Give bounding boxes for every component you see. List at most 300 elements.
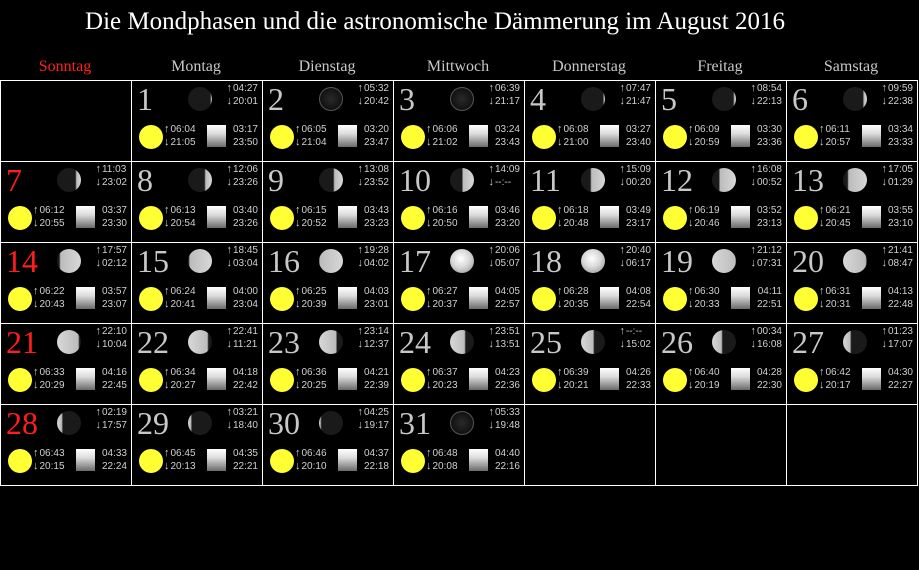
sunrise-sunset-times xyxy=(295,366,327,392)
twilight-icon xyxy=(338,125,357,147)
dusk-time: 22:42 xyxy=(232,380,258,391)
up-arrow-icon: ↑ xyxy=(357,244,363,256)
day-cell xyxy=(393,80,525,162)
moonset-time: 00:20 xyxy=(625,177,651,188)
up-arrow-icon: ↑ xyxy=(295,204,301,216)
dawn-time: 03:52 xyxy=(756,205,782,216)
sunrise-time: 06:06 xyxy=(432,124,458,135)
moon-phase-icon xyxy=(581,168,605,192)
day-cell xyxy=(393,323,525,405)
up-arrow-icon: ↑ xyxy=(95,163,101,175)
up-arrow-icon: ↑ xyxy=(357,325,363,337)
dusk-time: 22:24 xyxy=(101,461,127,472)
sunrise-time: 06:37 xyxy=(432,367,458,378)
dusk-time: 23:26 xyxy=(232,218,258,229)
up-arrow-icon: ↑ xyxy=(426,366,432,378)
sun-icon xyxy=(663,368,687,392)
moon-phase-icon xyxy=(450,330,474,354)
sun-icon xyxy=(139,449,163,473)
twilight-times xyxy=(757,285,782,311)
moon-phase-icon xyxy=(57,411,81,435)
dawn-time: 03:46 xyxy=(494,205,520,216)
moonrise-time: 04:25 xyxy=(363,407,389,418)
twilight-times xyxy=(888,123,913,149)
sunrise-sunset-times xyxy=(295,204,327,230)
dusk-time: 22:48 xyxy=(887,299,913,310)
moonrise-moonset-times xyxy=(881,325,913,351)
moonset-time: 00:52 xyxy=(756,177,782,188)
dusk-time: 22:45 xyxy=(101,380,127,391)
down-arrow-icon: ↓ xyxy=(619,176,625,188)
twilight-times xyxy=(364,447,389,473)
moonset-time: 01:29 xyxy=(887,177,913,188)
moon-phase-icon xyxy=(57,168,81,192)
day-cell xyxy=(0,242,132,324)
sunrise-time: 06:46 xyxy=(301,448,327,459)
sun-icon xyxy=(139,368,163,392)
sunset-time: 20:52 xyxy=(301,218,327,229)
twilight-times xyxy=(364,366,389,392)
up-arrow-icon: ↑ xyxy=(819,123,825,135)
moonrise-moonset-times xyxy=(619,82,651,108)
dawn-time: 03:57 xyxy=(101,286,127,297)
up-arrow-icon: ↑ xyxy=(357,163,363,175)
dawn-time: 04:28 xyxy=(756,367,782,378)
sun-icon xyxy=(270,206,294,230)
sunrise-time: 06:27 xyxy=(432,286,458,297)
day-cell xyxy=(393,161,525,243)
sunset-time: 20:08 xyxy=(432,461,458,472)
twilight-times xyxy=(495,204,520,230)
moonrise-time: 18:45 xyxy=(232,245,258,256)
moonrise-time: 22:10 xyxy=(101,326,127,337)
day-cell xyxy=(262,242,394,324)
twilight-times xyxy=(888,366,913,392)
day-number: 18 xyxy=(530,243,562,279)
day-number: 3 xyxy=(399,81,415,117)
sunrise-time: 06:22 xyxy=(39,286,65,297)
down-arrow-icon: ↓ xyxy=(357,257,363,269)
dusk-time: 22:33 xyxy=(625,380,651,391)
twilight-times xyxy=(233,204,258,230)
moonrise-moonset-times xyxy=(95,244,127,270)
day-cell xyxy=(524,161,656,243)
dusk-time: 23:50 xyxy=(232,137,258,148)
down-arrow-icon: ↓ xyxy=(881,176,887,188)
moonset-time: 22:13 xyxy=(756,96,782,107)
dusk-time: 22:21 xyxy=(232,461,258,472)
down-arrow-icon: ↓ xyxy=(226,419,232,431)
moonrise-moonset-times xyxy=(881,244,913,270)
moon-phase-icon xyxy=(319,249,343,273)
sunset-time: 20:46 xyxy=(694,218,720,229)
twilight-icon xyxy=(338,206,357,228)
sunrise-sunset-times xyxy=(426,285,458,311)
up-arrow-icon: ↑ xyxy=(33,285,39,297)
down-arrow-icon: ↓ xyxy=(619,338,625,350)
day-number: 17 xyxy=(399,243,431,279)
sunrise-sunset-times xyxy=(295,447,327,473)
weekday-label: Sonntag xyxy=(38,58,92,75)
up-arrow-icon: ↑ xyxy=(295,447,301,459)
twilight-icon xyxy=(207,287,226,309)
twilight-icon xyxy=(600,125,619,147)
twilight-times xyxy=(626,204,651,230)
twilight-icon xyxy=(76,368,95,390)
sunrise-sunset-times xyxy=(426,447,458,473)
down-arrow-icon: ↓ xyxy=(488,257,494,269)
day-cell xyxy=(655,242,787,324)
down-arrow-icon: ↓ xyxy=(95,176,101,188)
moonrise-moonset-times xyxy=(95,163,127,189)
dawn-time: 04:05 xyxy=(494,286,520,297)
moonrise-moonset-times xyxy=(357,325,389,351)
moonset-time: 19:17 xyxy=(363,420,389,431)
twilight-icon xyxy=(600,206,619,228)
weekday-label: Samstag xyxy=(823,58,879,75)
sunrise-time: 06:25 xyxy=(301,286,327,297)
moonrise-time: 06:39 xyxy=(494,83,520,94)
moonset-time: 10:04 xyxy=(101,339,127,350)
dusk-time: 23:17 xyxy=(625,218,651,229)
up-arrow-icon: ↑ xyxy=(295,366,301,378)
empty-day-cell xyxy=(524,404,656,486)
twilight-icon xyxy=(862,125,881,147)
up-arrow-icon: ↑ xyxy=(881,82,887,94)
dawn-time: 04:13 xyxy=(887,286,913,297)
sunrise-time: 06:28 xyxy=(563,286,589,297)
sunset-time: 20:23 xyxy=(432,380,458,391)
moonrise-time: 15:09 xyxy=(625,164,651,175)
sunset-time: 20:41 xyxy=(170,299,196,310)
sunset-time: 20:35 xyxy=(563,299,589,310)
down-arrow-icon: ↓ xyxy=(488,338,494,350)
moon-phase-icon xyxy=(712,249,736,273)
sunrise-time: 06:43 xyxy=(39,448,65,459)
sunrise-sunset-times xyxy=(164,204,196,230)
down-arrow-icon: ↓ xyxy=(819,298,825,310)
dawn-time: 03:43 xyxy=(363,205,389,216)
sun-icon xyxy=(532,287,556,311)
down-arrow-icon: ↓ xyxy=(226,176,232,188)
sunset-time: 20:50 xyxy=(432,218,458,229)
dawn-time: 03:20 xyxy=(363,124,389,135)
up-arrow-icon: ↑ xyxy=(295,285,301,297)
twilight-icon xyxy=(469,368,488,390)
down-arrow-icon: ↓ xyxy=(426,217,432,229)
twilight-icon xyxy=(469,125,488,147)
day-number: 24 xyxy=(399,324,431,360)
sunset-time: 20:17 xyxy=(825,380,851,391)
up-arrow-icon: ↑ xyxy=(226,325,232,337)
sun-icon xyxy=(794,287,818,311)
sunset-time: 20:21 xyxy=(563,380,589,391)
up-arrow-icon: ↑ xyxy=(426,204,432,216)
up-arrow-icon: ↑ xyxy=(619,244,625,256)
sunrise-time: 06:05 xyxy=(301,124,327,135)
up-arrow-icon: ↑ xyxy=(688,285,694,297)
up-arrow-icon: ↑ xyxy=(688,366,694,378)
sunrise-sunset-times xyxy=(164,285,196,311)
moonset-time: 03:04 xyxy=(232,258,258,269)
down-arrow-icon: ↓ xyxy=(426,298,432,310)
sunrise-sunset-times xyxy=(295,285,327,311)
day-number: 22 xyxy=(137,324,169,360)
moonrise-moonset-times xyxy=(95,325,127,351)
moonrise-moonset-times xyxy=(357,82,389,108)
moonrise-time: 17:05 xyxy=(887,164,913,175)
sunrise-time: 06:13 xyxy=(170,205,196,216)
day-number: 23 xyxy=(268,324,300,360)
twilight-icon xyxy=(76,287,95,309)
up-arrow-icon: ↑ xyxy=(95,244,101,256)
moonrise-time: 19:28 xyxy=(363,245,389,256)
sunrise-sunset-times xyxy=(295,123,327,149)
sunrise-time: 06:19 xyxy=(694,205,720,216)
sun-icon xyxy=(8,287,32,311)
moonrise-time: 23:14 xyxy=(363,326,389,337)
twilight-icon xyxy=(207,125,226,147)
moonrise-time: 02:19 xyxy=(101,407,127,418)
twilight-times xyxy=(888,204,913,230)
day-number: 14 xyxy=(6,243,38,279)
moonset-time: 15:02 xyxy=(625,339,651,350)
day-number: 7 xyxy=(6,162,22,198)
sunrise-time: 06:30 xyxy=(694,286,720,297)
sun-icon xyxy=(270,368,294,392)
sunrise-sunset-times xyxy=(426,204,458,230)
day-cell xyxy=(131,404,263,486)
down-arrow-icon: ↓ xyxy=(226,338,232,350)
up-arrow-icon: ↑ xyxy=(819,285,825,297)
moonrise-time: 12:06 xyxy=(232,164,258,175)
moonset-time: 05:07 xyxy=(494,258,520,269)
twilight-icon xyxy=(469,449,488,471)
day-cell xyxy=(131,323,263,405)
down-arrow-icon: ↓ xyxy=(164,136,170,148)
moonset-time: 08:47 xyxy=(887,258,913,269)
up-arrow-icon: ↑ xyxy=(488,325,494,337)
down-arrow-icon: ↓ xyxy=(688,379,694,391)
day-cell xyxy=(131,80,263,162)
dawn-time: 04:18 xyxy=(232,367,258,378)
sunrise-time: 06:48 xyxy=(432,448,458,459)
moon-phase-icon xyxy=(843,168,867,192)
moonrise-time: 21:12 xyxy=(756,245,782,256)
sunrise-time: 06:36 xyxy=(301,367,327,378)
twilight-icon xyxy=(731,368,750,390)
up-arrow-icon: ↑ xyxy=(557,204,563,216)
dusk-time: 22:16 xyxy=(494,461,520,472)
sunrise-sunset-times xyxy=(688,366,720,392)
up-arrow-icon: ↑ xyxy=(488,163,494,175)
moonrise-moonset-times xyxy=(881,82,913,108)
down-arrow-icon: ↓ xyxy=(881,338,887,350)
sun-icon xyxy=(8,449,32,473)
down-arrow-icon: ↓ xyxy=(819,136,825,148)
day-number: 5 xyxy=(661,81,677,117)
dawn-time: 04:23 xyxy=(494,367,520,378)
down-arrow-icon: ↓ xyxy=(619,95,625,107)
moonset-time: 17:07 xyxy=(887,339,913,350)
day-number: 2 xyxy=(268,81,284,117)
down-arrow-icon: ↓ xyxy=(295,460,301,472)
dawn-time: 04:33 xyxy=(101,448,127,459)
down-arrow-icon: ↓ xyxy=(295,217,301,229)
dusk-time: 23:40 xyxy=(625,137,651,148)
down-arrow-icon: ↓ xyxy=(95,419,101,431)
moonset-time: 13:51 xyxy=(494,339,520,350)
moon-phase-icon xyxy=(188,411,212,435)
up-arrow-icon: ↑ xyxy=(688,123,694,135)
twilight-icon xyxy=(600,368,619,390)
moonset-time: 17:57 xyxy=(101,420,127,431)
up-arrow-icon: ↑ xyxy=(426,285,432,297)
down-arrow-icon: ↓ xyxy=(557,298,563,310)
day-number: 30 xyxy=(268,405,300,441)
up-arrow-icon: ↑ xyxy=(557,285,563,297)
sun-icon xyxy=(8,206,32,230)
day-number: 25 xyxy=(530,324,562,360)
page-title: Die Mondphasen und die astronomische Dämmerung im August 2016 xyxy=(85,8,785,35)
down-arrow-icon: ↓ xyxy=(688,298,694,310)
down-arrow-icon: ↓ xyxy=(426,379,432,391)
moonrise-moonset-times xyxy=(357,406,389,432)
sunset-time: 20:54 xyxy=(170,218,196,229)
up-arrow-icon: ↑ xyxy=(357,406,363,418)
down-arrow-icon: ↓ xyxy=(426,460,432,472)
down-arrow-icon: ↓ xyxy=(33,379,39,391)
moonset-time: 07:31 xyxy=(756,258,782,269)
moonset-time: 23:52 xyxy=(363,177,389,188)
day-cell xyxy=(786,323,918,405)
moonset-time: 23:26 xyxy=(232,177,258,188)
twilight-times xyxy=(757,204,782,230)
down-arrow-icon: ↓ xyxy=(164,460,170,472)
moon-phase-icon xyxy=(712,168,736,192)
twilight-times xyxy=(495,366,520,392)
sunrise-time: 06:42 xyxy=(825,367,851,378)
moon-phase-icon xyxy=(843,330,867,354)
dawn-time: 03:34 xyxy=(887,124,913,135)
up-arrow-icon: ↑ xyxy=(688,204,694,216)
moon-phase-icon xyxy=(450,168,474,192)
up-arrow-icon: ↑ xyxy=(619,163,625,175)
weekday-label: Montag xyxy=(171,58,221,75)
moonrise-time: 11:03 xyxy=(101,164,127,175)
moonrise-moonset-times xyxy=(750,244,782,270)
moonset-time: 19:48 xyxy=(494,420,520,431)
sunrise-sunset-times xyxy=(426,366,458,392)
twilight-icon xyxy=(731,287,750,309)
twilight-icon xyxy=(469,287,488,309)
down-arrow-icon: ↓ xyxy=(357,419,363,431)
sunset-time: 20:43 xyxy=(39,299,65,310)
up-arrow-icon: ↑ xyxy=(164,447,170,459)
up-arrow-icon: ↑ xyxy=(33,366,39,378)
moon-phase-icon xyxy=(188,87,212,111)
sun-icon xyxy=(401,206,425,230)
up-arrow-icon: ↑ xyxy=(164,204,170,216)
moon-phase-icon xyxy=(188,330,212,354)
dawn-time: 04:35 xyxy=(232,448,258,459)
down-arrow-icon: ↓ xyxy=(557,217,563,229)
moonrise-time: 04:27 xyxy=(232,83,258,94)
sunrise-sunset-times xyxy=(164,447,196,473)
moonrise-moonset-times xyxy=(95,406,127,432)
moonrise-time: 03:21 xyxy=(232,407,258,418)
moonrise-time: 22:41 xyxy=(232,326,258,337)
up-arrow-icon: ↑ xyxy=(750,244,756,256)
down-arrow-icon: ↓ xyxy=(164,298,170,310)
down-arrow-icon: ↓ xyxy=(750,176,756,188)
sunrise-time: 06:24 xyxy=(170,286,196,297)
sun-icon xyxy=(8,368,32,392)
moon-phase-icon xyxy=(319,87,343,111)
sunrise-time: 06:15 xyxy=(301,205,327,216)
sunrise-time: 06:31 xyxy=(825,286,851,297)
moonrise-moonset-times xyxy=(619,163,651,189)
down-arrow-icon: ↓ xyxy=(226,95,232,107)
twilight-icon xyxy=(338,449,357,471)
down-arrow-icon: ↓ xyxy=(226,257,232,269)
down-arrow-icon: ↓ xyxy=(619,257,625,269)
moonset-time: 06:17 xyxy=(625,258,651,269)
down-arrow-icon: ↓ xyxy=(881,257,887,269)
sunset-time: 20:48 xyxy=(563,218,589,229)
sunrise-sunset-times xyxy=(819,123,851,149)
moonrise-time: 09:59 xyxy=(887,83,913,94)
sunset-time: 20:33 xyxy=(694,299,720,310)
down-arrow-icon: ↓ xyxy=(750,338,756,350)
up-arrow-icon: ↑ xyxy=(33,447,39,459)
dawn-time: 03:49 xyxy=(625,205,651,216)
sunset-time: 20:10 xyxy=(301,461,327,472)
weekday-label: Mittwoch xyxy=(426,58,490,75)
up-arrow-icon: ↑ xyxy=(881,325,887,337)
dawn-time: 03:37 xyxy=(101,205,127,216)
dawn-time: 03:27 xyxy=(625,124,651,135)
down-arrow-icon: ↓ xyxy=(33,217,39,229)
moonset-time: 21:47 xyxy=(625,96,651,107)
dawn-time: 03:17 xyxy=(232,124,258,135)
day-number: 21 xyxy=(6,324,38,360)
sunrise-time: 06:40 xyxy=(694,367,720,378)
moonrise-time: 08:54 xyxy=(756,83,782,94)
sunset-time: 20:13 xyxy=(170,461,196,472)
dusk-time: 23:01 xyxy=(363,299,389,310)
day-number: 11 xyxy=(530,162,561,198)
up-arrow-icon: ↑ xyxy=(619,325,625,337)
empty-day-cell xyxy=(655,404,787,486)
twilight-icon xyxy=(862,206,881,228)
up-arrow-icon: ↑ xyxy=(164,285,170,297)
sunrise-time: 06:04 xyxy=(170,124,196,135)
twilight-icon xyxy=(862,287,881,309)
sun-icon xyxy=(401,368,425,392)
sun-icon xyxy=(794,206,818,230)
down-arrow-icon: ↓ xyxy=(33,298,39,310)
up-arrow-icon: ↑ xyxy=(426,123,432,135)
down-arrow-icon: ↓ xyxy=(557,136,563,148)
twilight-icon xyxy=(338,368,357,390)
dusk-time: 23:33 xyxy=(887,137,913,148)
moon-phase-icon xyxy=(450,411,474,435)
sunset-time: 21:04 xyxy=(301,137,327,148)
sun-icon xyxy=(139,287,163,311)
day-cell xyxy=(131,242,263,324)
sunrise-sunset-times xyxy=(164,366,196,392)
